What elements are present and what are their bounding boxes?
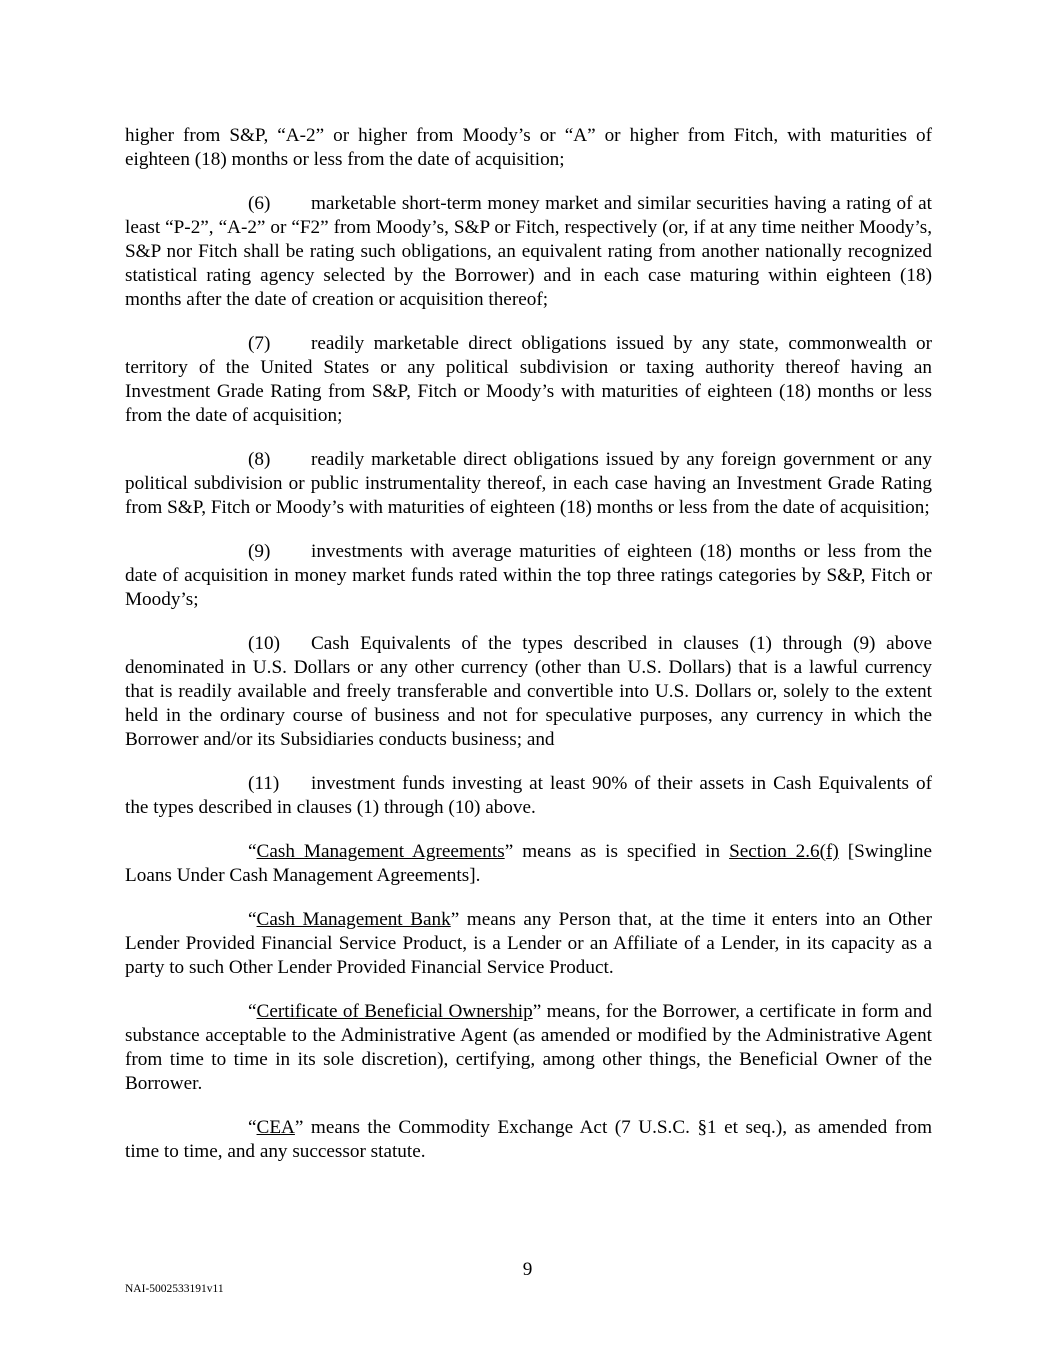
page-number: 9 (522, 1259, 533, 1280)
definition-text: ” means any Person that, at the time it enters into an Other Lender Provided Financial Service Product, is a Lender or an Affiliate of a Lender, in its capacity as a party to such Other Lender Provided Financial Service Product. (125, 909, 932, 978)
document-id: NAI-5002533191v11 (125, 1283, 224, 1295)
definition-cash-management-agreements (125, 840, 932, 888)
definition-certificate-of-beneficial-ownership (125, 1000, 932, 1096)
definition-cea (125, 1116, 932, 1164)
intro-paragraph (125, 124, 932, 172)
section-reference: Section 2.6(f) (729, 841, 839, 862)
clause-text: readily marketable direct obligations issued by any foreign government or any political subdivision or public instrumentality thereof, in each case having an Investment Grade Rating from S&P, Fitch or Moody’s with maturities of eighteen (18) months or less from the date of acquisition; (125, 449, 932, 518)
clause-11 (125, 772, 932, 820)
clause-text: readily marketable direct obligations issued by any state, commonwealth or territory of the United States or any political subdivision or taxing authority thereof having an Investment Grade Rating from S&P, Fitch or Moody’s with maturities of eighteen (18) months or less from the date of acquisition; (125, 333, 932, 426)
open-quote: “ (248, 1117, 257, 1138)
clause-10 (125, 632, 932, 752)
clause-text: Cash Equivalents of the types described in clauses (1) through (9) above denominated in U.S. Dollars or any other currency (other than U.S. Dollars) that is a lawful currency that is readily available and freely transferable and convertible into U.S. Dollars or, solely to the extent held in the ordinary course of business and not for speculative purposes, any currency in which the Borrower and/or its Subsidiaries conducts business; and (125, 633, 932, 750)
clause-number: (7) (248, 333, 271, 354)
document-body (125, 124, 932, 1184)
clause-6 (125, 192, 932, 312)
definition-text: ” means, for the Borrower, a certificate in form and substance acceptable to the Administrative Agent (as amended or modified by the Administrative Agent from time to time in its sole discretion), certifying, among other things, the Beneficial Owner of the Borrower. (125, 1001, 932, 1094)
clause-number: (9) (248, 541, 271, 562)
clause-number: (10) (248, 633, 280, 654)
clause-text: investment funds investing at least 90% of their assets in Cash Equivalents of the types described in clauses (1) through (10) above. (125, 773, 932, 818)
clause-number: (11) (248, 773, 280, 794)
definition-text: [Swingline Loans Under Cash Management Agreements]. (125, 841, 932, 886)
defined-term: Cash Management Bank (256, 909, 451, 930)
defined-term: Certificate of Beneficial Ownership (256, 1001, 533, 1022)
open-quote: “ (248, 1001, 257, 1022)
open-quote: “ (248, 841, 257, 862)
clause-7 (125, 332, 932, 428)
clause-number: (6) (248, 193, 271, 214)
clause-8 (125, 448, 932, 520)
clause-text: investments with average maturities of eighteen (18) months or less from the date of acquisition in money market funds rated within the top three ratings categories by S&P, Fitch or Moody’s; (125, 541, 932, 610)
clause-text: marketable short-term money market and similar securities having a rating of at least “P-2”, “A-2” or “F2” from Moody’s, S&P or Fitch, respectively (or, if at any time neither Moody’s, S&P nor Fitch shall be rating such obligations, an equivalent rating from another nationally recognized statistical rating agency selected by the Borrower) and in each case maturing within eighteen (18) months after the date of creation or acquisition thereof; (125, 193, 932, 310)
clause-9 (125, 540, 932, 612)
intro-text: higher from S&P, “A-2” or higher from Moody’s or “A” or higher from Fitch, with maturities of eighteen (18) months or less from the date of acquisition; (125, 125, 932, 170)
open-quote: “ (248, 909, 257, 930)
definition-text: ” means the Commodity Exchange Act (7 U.S.C. §1 et seq.), as amended from time to time, and any successor statute. (125, 1117, 932, 1162)
definition-text: ” means as is specified in (504, 841, 730, 862)
defined-term: Cash Management Agreements (256, 841, 505, 862)
clause-number: (8) (248, 449, 271, 470)
definition-cash-management-bank (125, 908, 932, 980)
defined-term: CEA (256, 1117, 295, 1138)
